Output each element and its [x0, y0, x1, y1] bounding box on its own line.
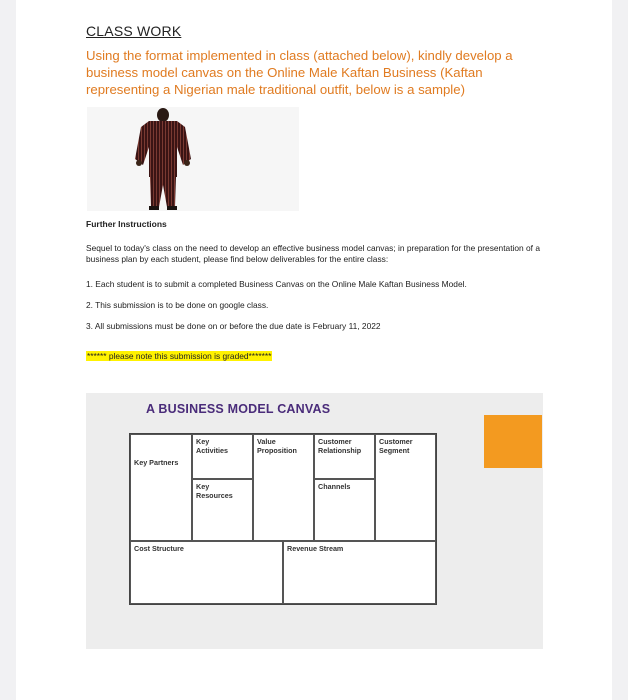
- cell-label: Key Resources: [196, 482, 233, 500]
- document-page: [16, 0, 612, 700]
- business-model-canvas-image: [86, 393, 543, 649]
- cell-label: Channels: [318, 482, 351, 491]
- graded-note: ****** please note this submission is graded*******: [87, 351, 272, 361]
- list-item: 3. All submissions must be done on or before the due date is February 11, 2022: [86, 321, 381, 331]
- cell-channels: [314, 479, 375, 541]
- cell-label: Customer Segment: [379, 437, 413, 455]
- canvas-grid: [129, 433, 437, 605]
- further-instructions-title: Further Instructions: [86, 219, 167, 229]
- cell-label: Value Proposition: [257, 437, 297, 455]
- cell-cost-structure: [130, 541, 283, 604]
- cell-key-activities: [192, 434, 253, 479]
- cell-label: Customer Relationship: [318, 437, 362, 455]
- cell-label: Revenue Stream: [287, 544, 344, 553]
- instructions-paragraph: Sequel to today's class on the need to develop an effective business model canvas; in preparation for the presentation of a business plan by each student, please find below deliverables for the entire class:: [86, 243, 540, 264]
- canvas-title: A BUSINESS MODEL CANVAS: [146, 402, 331, 416]
- page-heading: CLASS WORK: [86, 23, 182, 39]
- cell-key-resources: [192, 479, 253, 541]
- cell-revenue-stream: [283, 541, 436, 604]
- list-item: 1. Each student is to submit a completed Business Canvas on the Online Male Kaftan Business Model.: [86, 279, 467, 289]
- kaftan-sample-image: [87, 107, 299, 211]
- orange-decorative-block: [484, 415, 542, 468]
- cell-label: Key Activities: [196, 437, 228, 455]
- cell-label: Key Partners: [134, 458, 179, 467]
- cell-customer-relationship: [314, 434, 375, 479]
- cell-label: Cost Structure: [134, 544, 184, 553]
- cell-value-proposition: [253, 434, 314, 541]
- list-item: 2. This submission is to be done on google class.: [86, 300, 269, 310]
- intro-text: Using the format implemented in class (attached below), kindly develop a business model canvas on the Online Male Kaftan Business (Kaftan representing a Nigerian male traditional outfit, below is a sample): [86, 48, 513, 97]
- cell-key-partners: [130, 434, 192, 541]
- cell-customer-segment: [375, 434, 436, 541]
